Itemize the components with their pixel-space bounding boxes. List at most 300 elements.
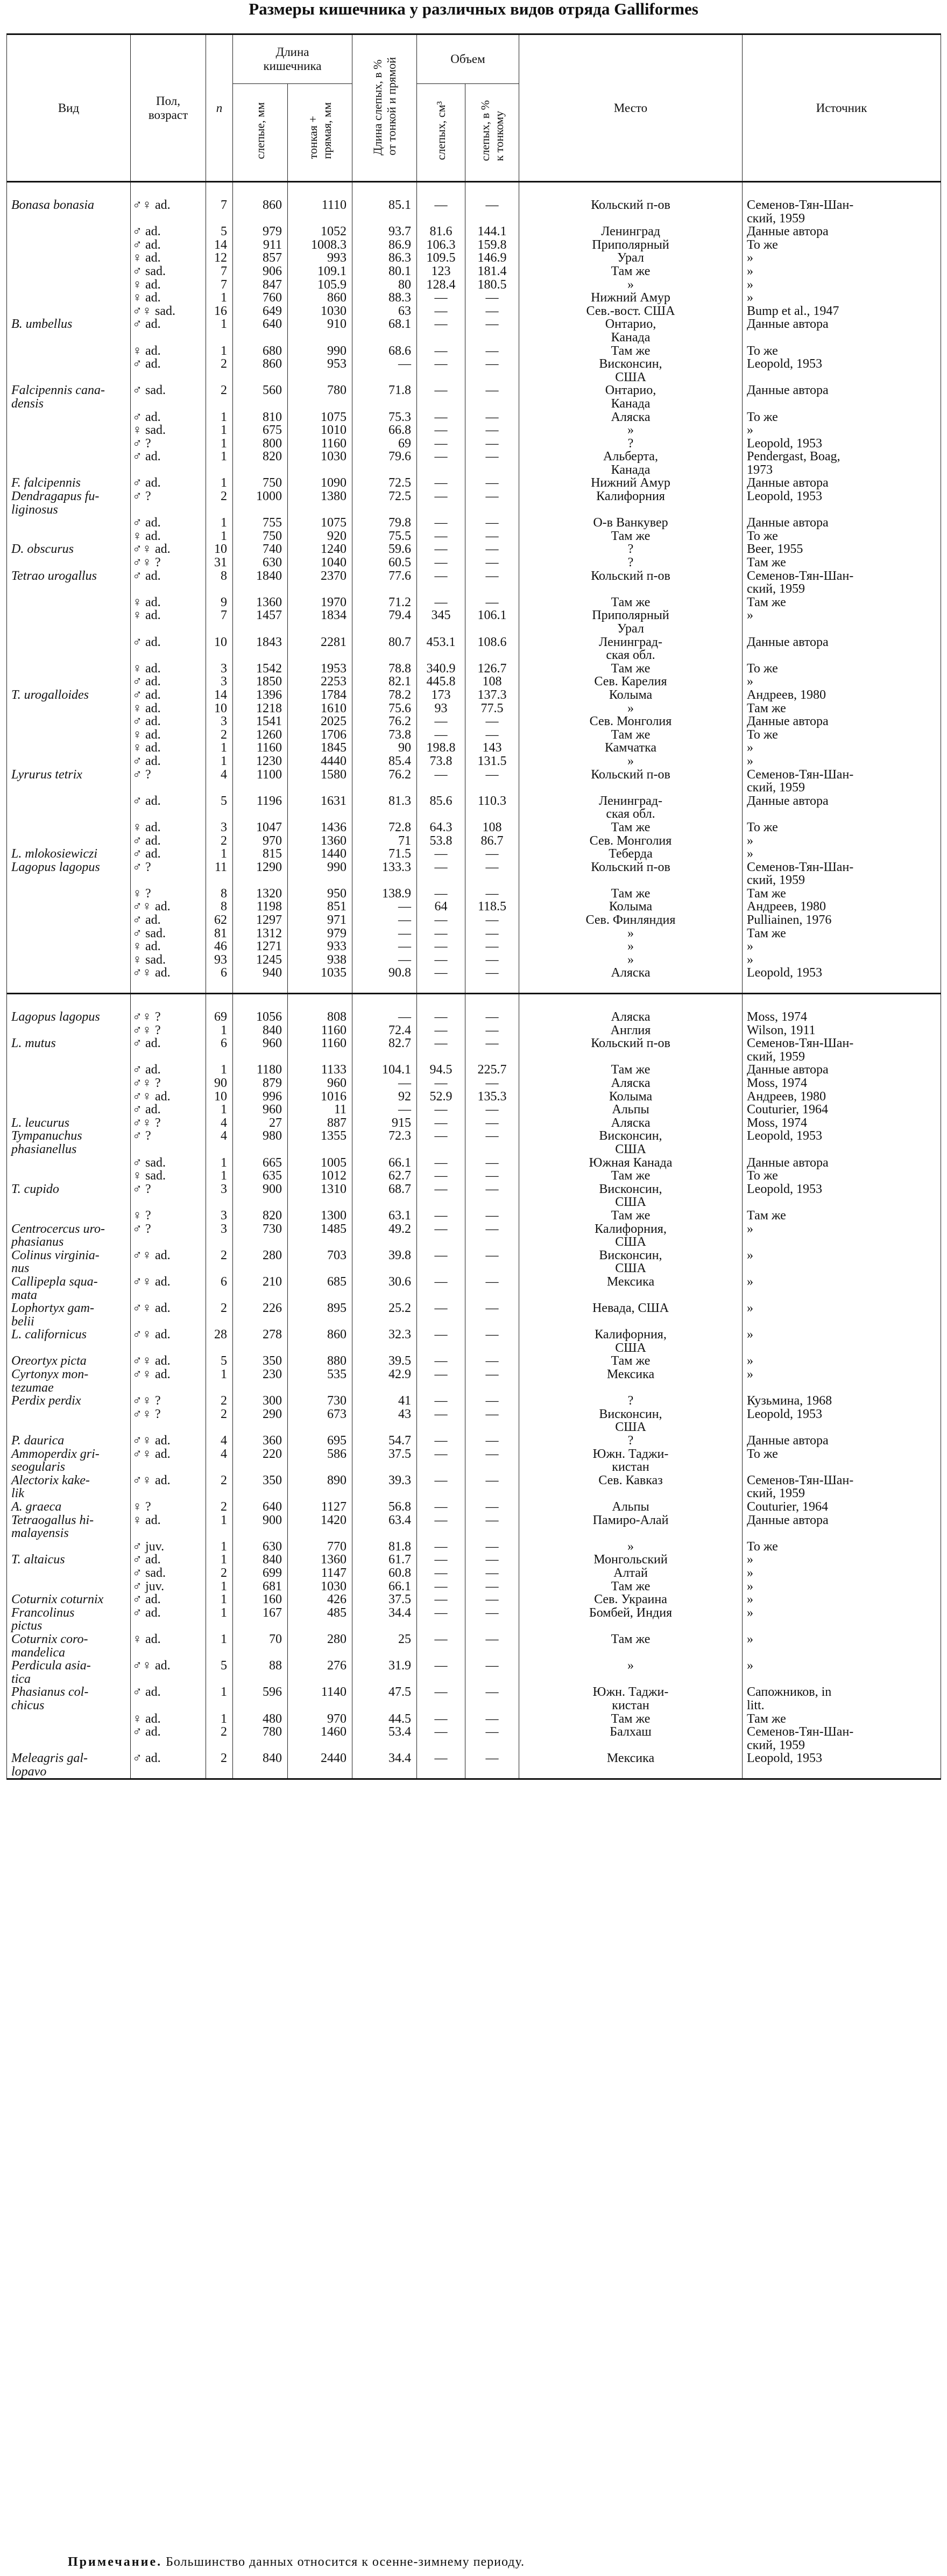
cecum-volume-cell: — — [417, 437, 465, 451]
cecum-pct-cell: — — [465, 424, 519, 437]
cecum-length-cell: 675 — [233, 424, 288, 437]
sex-age-cell: ♂♀ ad. — [131, 900, 206, 914]
cecum-pct-cell: — — [465, 1752, 519, 1779]
cecum-volume-cell: — — [417, 516, 465, 530]
source-cell: Leopold, 1953 — [743, 1129, 941, 1156]
source-cell: Семенов-Тян-Шан- ский, 1959 — [743, 861, 941, 887]
n-cell: 1 — [206, 437, 233, 451]
table-row — [7, 728, 941, 742]
sex-age-cell: ♀ ad. — [131, 662, 206, 676]
cecum-length-cell: 635 — [233, 1169, 288, 1183]
small-length-cell: 895 — [288, 1302, 352, 1328]
place-cell: Бомбей, Индия — [519, 1606, 743, 1633]
species-cell — [7, 516, 131, 530]
source-cell: Leopold, 1953 — [743, 1752, 941, 1779]
small-length-cell: 685 — [288, 1275, 352, 1302]
cecum-length-cell: 630 — [233, 1540, 288, 1554]
cecum-volume-cell: 85.6 — [417, 795, 465, 821]
spacer-cell — [288, 182, 352, 199]
ratio-cell: 66.1 — [352, 1580, 417, 1594]
cecum-volume-cell: — — [417, 424, 465, 437]
place-cell: Теберда — [519, 847, 743, 861]
species-cell: Colinus virginia- nus — [7, 1249, 131, 1275]
n-cell: 5 — [206, 1354, 233, 1368]
spacer-cell — [519, 182, 743, 199]
table-row — [7, 516, 941, 530]
cecum-pct-cell: — — [465, 1328, 519, 1354]
cecum-pct-cell: — — [465, 1712, 519, 1726]
place-cell: » — [519, 953, 743, 967]
species-cell — [7, 1169, 131, 1183]
ratio-cell: 66.8 — [352, 424, 417, 437]
sex-age-cell: ♂ ad. — [131, 570, 206, 596]
cecum-length-cell: 1218 — [233, 702, 288, 715]
place-cell: Сев. Кавказ — [519, 1474, 743, 1500]
cecum-length-cell: 970 — [233, 834, 288, 848]
small-length-cell: 105.9 — [288, 278, 352, 292]
source-cell: » — [743, 609, 941, 635]
cecum-pct-cell: — — [465, 1010, 519, 1024]
table-row — [7, 847, 941, 861]
cecum-volume-cell: 94.5 — [417, 1063, 465, 1077]
sex-age-cell: ♂ sad. — [131, 1156, 206, 1170]
ratio-cell: 37.5 — [352, 1593, 417, 1606]
source-cell: Семенов-Тян-Шан- ский, 1959 — [743, 199, 941, 225]
n-cell: 1 — [206, 411, 233, 424]
cecum-length-cell: 1271 — [233, 940, 288, 953]
cecum-length-cell: 730 — [233, 1223, 288, 1249]
table-row — [7, 1156, 941, 1170]
small-length-cell: 1834 — [288, 609, 352, 635]
sex-age-cell: ♂♀ ? — [131, 1117, 206, 1130]
cecum-length-cell: 1396 — [233, 689, 288, 702]
sex-age-cell: ♂ juv. — [131, 1580, 206, 1594]
sex-age-cell: ♂ ? — [131, 1183, 206, 1209]
n-cell: 28 — [206, 1328, 233, 1354]
small-length-cell: 860 — [288, 1328, 352, 1354]
table-row — [7, 1063, 941, 1077]
n-cell: 1 — [206, 1553, 233, 1567]
cecum-pct-cell: — — [465, 927, 519, 940]
table-row — [7, 1010, 941, 1024]
ratio-cell: 71.5 — [352, 847, 417, 861]
source-cell: Семенов-Тян-Шан- ский, 1959 — [743, 570, 941, 596]
small-length-cell: 1005 — [288, 1156, 352, 1170]
species-cell: Bonasa bonasia — [7, 199, 131, 225]
cecum-volume-cell: — — [417, 1010, 465, 1024]
cecum-length-cell: 857 — [233, 251, 288, 265]
species-cell: L. mutus — [7, 1037, 131, 1063]
n-cell: 1 — [206, 1103, 233, 1117]
small-length-cell: 910 — [288, 318, 352, 344]
cecum-length-cell: 840 — [233, 1024, 288, 1037]
place-cell: Там же — [519, 1063, 743, 1077]
ratio-cell: 82.1 — [352, 675, 417, 689]
cecum-volume-cell: — — [417, 305, 465, 318]
sex-age-cell: ♂♀ ? — [131, 1010, 206, 1024]
cecum-length-cell: 27 — [233, 1117, 288, 1130]
species-cell — [7, 238, 131, 252]
table-row — [7, 530, 941, 543]
place-cell: Калифорния, США — [519, 1328, 743, 1354]
ratio-cell: 77.6 — [352, 570, 417, 596]
cecum-pct-cell: — — [465, 1354, 519, 1368]
ratio-cell: 25.2 — [352, 1302, 417, 1328]
cecum-length-cell: 820 — [233, 1209, 288, 1223]
spacer-cell — [743, 182, 941, 199]
sex-age-cell: ♀ ad. — [131, 1712, 206, 1726]
source-cell: Couturier, 1964 — [743, 1103, 941, 1117]
n-cell: 1 — [206, 1368, 233, 1394]
place-cell: Балхаш — [519, 1725, 743, 1752]
cecum-pct-cell: 126.7 — [465, 662, 519, 676]
n-cell: 14 — [206, 689, 233, 702]
source-cell: » — [743, 1302, 941, 1328]
small-length-cell: 1160 — [288, 1037, 352, 1063]
small-length-cell: 993 — [288, 251, 352, 265]
n-cell: 4 — [206, 1434, 233, 1448]
ratio-cell: 31.9 — [352, 1659, 417, 1686]
cecum-volume-cell: — — [417, 1686, 465, 1712]
place-cell: Ленинград- ская обл. — [519, 795, 743, 821]
ratio-cell: 30.6 — [352, 1275, 417, 1302]
n-cell: 3 — [206, 1209, 233, 1223]
species-cell — [7, 278, 131, 292]
n-cell: 2 — [206, 490, 233, 516]
n-cell: 1 — [206, 1606, 233, 1633]
n-cell: 90 — [206, 1077, 233, 1090]
source-cell: Данные автора — [743, 636, 941, 662]
place-cell: Мексика — [519, 1275, 743, 1302]
cecum-pct-cell: — — [465, 1434, 519, 1448]
source-cell: Семенов-Тян-Шан- ский, 1959 — [743, 1725, 941, 1752]
cecum-length-cell: 220 — [233, 1448, 288, 1474]
spacer-cell — [519, 994, 743, 1011]
table-row — [7, 543, 941, 556]
place-cell: Приполярный — [519, 238, 743, 252]
sex-age-cell: ♀ sad. — [131, 953, 206, 967]
cecum-volume-cell: — — [417, 357, 465, 384]
n-cell: 93 — [206, 953, 233, 967]
source-cell: То же — [743, 411, 941, 424]
table-row — [7, 702, 941, 715]
ratio-cell: 53.4 — [352, 1725, 417, 1752]
small-length-cell: 2253 — [288, 675, 352, 689]
table-row — [7, 861, 941, 887]
cecum-volume-cell: — — [417, 1725, 465, 1752]
small-length-cell: 1970 — [288, 596, 352, 609]
species-cell: Francolinus pictus — [7, 1606, 131, 1633]
ratio-cell: — — [352, 953, 417, 967]
n-cell: 31 — [206, 556, 233, 570]
cecum-volume-cell: — — [417, 1580, 465, 1594]
place-cell: Альпы — [519, 1103, 743, 1117]
ratio-cell: 93.7 — [352, 225, 417, 238]
cecum-volume-cell: — — [417, 476, 465, 490]
small-length-cell: 1127 — [288, 1500, 352, 1514]
place-cell: Невада, США — [519, 1302, 743, 1328]
cecum-pct-cell: 146.9 — [465, 251, 519, 265]
ratio-cell: — — [352, 1103, 417, 1117]
table-row — [7, 662, 941, 676]
species-cell: L. californicus — [7, 1328, 131, 1354]
n-cell: 46 — [206, 940, 233, 953]
species-cell — [7, 411, 131, 424]
cecum-pct-cell: 77.5 — [465, 702, 519, 715]
ratio-cell: 86.3 — [352, 251, 417, 265]
species-cell — [7, 530, 131, 543]
cecum-length-cell: 979 — [233, 225, 288, 238]
species-cell — [7, 728, 131, 742]
cecum-pct-cell: 108 — [465, 821, 519, 834]
n-cell: 69 — [206, 1010, 233, 1024]
species-cell: A. graeca — [7, 1500, 131, 1514]
cecum-length-cell: 640 — [233, 1500, 288, 1514]
place-cell: Там же — [519, 887, 743, 901]
cecum-length-cell: 1840 — [233, 570, 288, 596]
species-cell: Lagopus lagopus — [7, 1010, 131, 1024]
small-length-cell: 770 — [288, 1540, 352, 1554]
ratio-cell: — — [352, 940, 417, 953]
spacer-cell — [7, 994, 131, 1011]
sex-age-cell: ♀ ad. — [131, 821, 206, 834]
cecum-volume-cell: — — [417, 570, 465, 596]
cecum-length-cell: 750 — [233, 530, 288, 543]
col-cecum-pct: слепых, в % к тонкому — [465, 84, 519, 182]
sex-age-cell: ♀ sad. — [131, 1169, 206, 1183]
source-cell: » — [743, 291, 941, 305]
source-cell: Данные автора — [743, 225, 941, 238]
cecum-pct-cell: — — [465, 530, 519, 543]
source-cell: Данные автора — [743, 516, 941, 530]
table-row — [7, 1328, 941, 1354]
place-cell: Кольский п-ов — [519, 861, 743, 887]
cecum-length-cell: 906 — [233, 265, 288, 278]
cecum-volume-cell: — — [417, 1712, 465, 1726]
n-cell: 11 — [206, 861, 233, 887]
cecum-volume-cell: 173 — [417, 689, 465, 702]
ratio-cell: 42.9 — [352, 1368, 417, 1394]
ratio-cell: 92 — [352, 1090, 417, 1104]
place-cell: ? — [519, 543, 743, 556]
cecum-length-cell: 820 — [233, 450, 288, 476]
place-cell: Там же — [519, 1633, 743, 1659]
small-length-cell: 1016 — [288, 1090, 352, 1104]
col-ratio: Длина слепых, в % от тонкой и прямой — [352, 34, 417, 182]
species-cell — [7, 1580, 131, 1594]
ratio-cell: 78.2 — [352, 689, 417, 702]
small-length-cell: 1075 — [288, 411, 352, 424]
small-length-cell: 276 — [288, 1659, 352, 1686]
species-cell — [7, 1712, 131, 1726]
n-cell: 7 — [206, 278, 233, 292]
cecum-pct-cell: — — [465, 1077, 519, 1090]
cecum-pct-cell: — — [465, 1553, 519, 1567]
cecum-length-cell: 1260 — [233, 728, 288, 742]
sex-age-cell: ♂ ? — [131, 437, 206, 451]
place-cell: Там же — [519, 1209, 743, 1223]
place-cell: Мексика — [519, 1368, 743, 1394]
n-cell: 1 — [206, 1514, 233, 1540]
table-row — [7, 1752, 941, 1779]
ratio-cell: 75.6 — [352, 702, 417, 715]
ratio-cell: 78.8 — [352, 662, 417, 676]
ratio-cell: 47.5 — [352, 1686, 417, 1712]
cecum-length-cell: 1297 — [233, 914, 288, 927]
species-cell: Tympanuchus phasianellus — [7, 1129, 131, 1156]
spacer-cell — [288, 994, 352, 1011]
spacer-cell — [417, 182, 465, 199]
small-length-cell: 1030 — [288, 1580, 352, 1594]
small-length-cell: 1090 — [288, 476, 352, 490]
cecum-pct-cell: 131.5 — [465, 755, 519, 768]
source-cell: То же — [743, 345, 941, 358]
table-row — [7, 1514, 941, 1540]
cecum-length-cell: 70 — [233, 1633, 288, 1659]
species-cell: Centrocercus uro- phasianus — [7, 1223, 131, 1249]
cecum-pct-cell: 118.5 — [465, 900, 519, 914]
table-row — [7, 1500, 941, 1514]
source-cell: » — [743, 1249, 941, 1275]
table-row — [7, 556, 941, 570]
place-cell: Кольский п-ов — [519, 199, 743, 225]
sex-age-cell: ♂ ? — [131, 490, 206, 516]
source-cell: Leopold, 1953 — [743, 437, 941, 451]
cecum-pct-cell: 135.3 — [465, 1090, 519, 1104]
ratio-cell: 79.4 — [352, 609, 417, 635]
ratio-cell: 915 — [352, 1117, 417, 1130]
spacer-cell — [206, 980, 233, 994]
n-cell: 1 — [206, 530, 233, 543]
table-row — [7, 715, 941, 728]
table-row — [7, 1302, 941, 1328]
source-cell: Данные автора — [743, 1434, 941, 1448]
sex-age-cell: ♂ ad. — [131, 516, 206, 530]
cecum-volume-cell: — — [417, 953, 465, 967]
sex-age-cell: ♀ ad. — [131, 1633, 206, 1659]
cecum-length-cell: 1850 — [233, 675, 288, 689]
cecum-volume-cell: — — [417, 543, 465, 556]
table-row — [7, 821, 941, 834]
sex-age-cell: ♂♀ ad. — [131, 1249, 206, 1275]
cecum-volume-cell: — — [417, 1275, 465, 1302]
cecum-volume-cell: 53.8 — [417, 834, 465, 848]
cecum-volume-cell: — — [417, 1540, 465, 1554]
ratio-cell: 71.2 — [352, 596, 417, 609]
cecum-pct-cell: — — [465, 1606, 519, 1633]
small-length-cell: 953 — [288, 357, 352, 384]
ratio-cell: 76.2 — [352, 768, 417, 795]
spacer-cell — [743, 994, 941, 1011]
source-cell: Сапожников, in litt. — [743, 1686, 941, 1712]
species-cell: Perdix perdix — [7, 1394, 131, 1408]
n-cell: 10 — [206, 543, 233, 556]
small-length-cell: 2025 — [288, 715, 352, 728]
cecum-length-cell: 278 — [233, 1328, 288, 1354]
cecum-pct-cell: — — [465, 1448, 519, 1474]
cecum-length-cell: 860 — [233, 199, 288, 225]
small-length-cell: 1010 — [288, 424, 352, 437]
col-sex-age: Пол, возраст — [131, 34, 206, 182]
table-row — [7, 834, 941, 848]
cecum-volume-cell: — — [417, 1077, 465, 1090]
n-cell: 2 — [206, 1302, 233, 1328]
cecum-volume-cell: — — [417, 1037, 465, 1063]
ratio-cell: 39.8 — [352, 1249, 417, 1275]
place-cell: Кольский п-ов — [519, 1037, 743, 1063]
cecum-pct-cell: — — [465, 715, 519, 728]
sex-age-cell: ♀ ad. — [131, 609, 206, 635]
cecum-pct-cell: — — [465, 1129, 519, 1156]
spacer-cell — [131, 182, 206, 199]
species-cell — [7, 437, 131, 451]
cecum-volume-cell: — — [417, 1408, 465, 1434]
cecum-volume-cell: 64.3 — [417, 821, 465, 834]
sex-age-cell: ♂♀ ? — [131, 1408, 206, 1434]
species-cell: B. umbellus — [7, 318, 131, 344]
ratio-cell: 72.8 — [352, 821, 417, 834]
col-source: Источник — [743, 34, 941, 182]
species-cell: T. cupido — [7, 1183, 131, 1209]
cecum-volume-cell: — — [417, 596, 465, 609]
place-cell: Аляска — [519, 1077, 743, 1090]
table-row — [7, 490, 941, 516]
place-cell: Там же — [519, 821, 743, 834]
sex-age-cell: ♀ ad. — [131, 728, 206, 742]
species-cell: Cyrtonyx mon- tezumae — [7, 1368, 131, 1394]
ratio-cell: 75.5 — [352, 530, 417, 543]
table-row — [7, 357, 941, 384]
spacer-cell — [7, 182, 131, 199]
small-length-cell: 780 — [288, 384, 352, 410]
table-row — [7, 1354, 941, 1368]
n-cell: 3 — [206, 821, 233, 834]
source-cell: То же — [743, 1448, 941, 1474]
source-cell: Андреев, 1980 — [743, 689, 941, 702]
cecum-pct-cell: — — [465, 1593, 519, 1606]
source-cell: » — [743, 1368, 941, 1394]
cecum-length-cell: 810 — [233, 411, 288, 424]
spacer-cell — [233, 182, 288, 199]
place-cell: Там же — [519, 1712, 743, 1726]
species-cell — [7, 345, 131, 358]
place-cell: Южн. Таджи- кистан — [519, 1686, 743, 1712]
cecum-pct-cell: — — [465, 1514, 519, 1540]
species-cell: Coturnix coro- mandelica — [7, 1633, 131, 1659]
cecum-length-cell: 740 — [233, 543, 288, 556]
sex-age-cell: ♂ ad. — [131, 755, 206, 768]
table-row — [7, 291, 941, 305]
ratio-cell: 80.1 — [352, 265, 417, 278]
table-row — [7, 966, 941, 980]
n-cell: 1 — [206, 1580, 233, 1594]
small-length-cell: 990 — [288, 861, 352, 887]
spacer-cell — [465, 182, 519, 199]
cecum-length-cell: 480 — [233, 1712, 288, 1726]
place-cell: О-в Ванкувер — [519, 516, 743, 530]
source-cell: Couturier, 1964 — [743, 1500, 941, 1514]
table-row — [7, 476, 941, 490]
ratio-cell: 85.4 — [352, 755, 417, 768]
species-cell — [7, 1103, 131, 1117]
cecum-pct-cell: — — [465, 596, 519, 609]
source-cell: Данные автора — [743, 1514, 941, 1540]
small-length-cell: 485 — [288, 1606, 352, 1633]
source-cell: Данные автора — [743, 476, 941, 490]
cecum-pct-cell: 110.3 — [465, 795, 519, 821]
cecum-volume-cell: 128.4 — [417, 278, 465, 292]
small-length-cell: 730 — [288, 1394, 352, 1408]
